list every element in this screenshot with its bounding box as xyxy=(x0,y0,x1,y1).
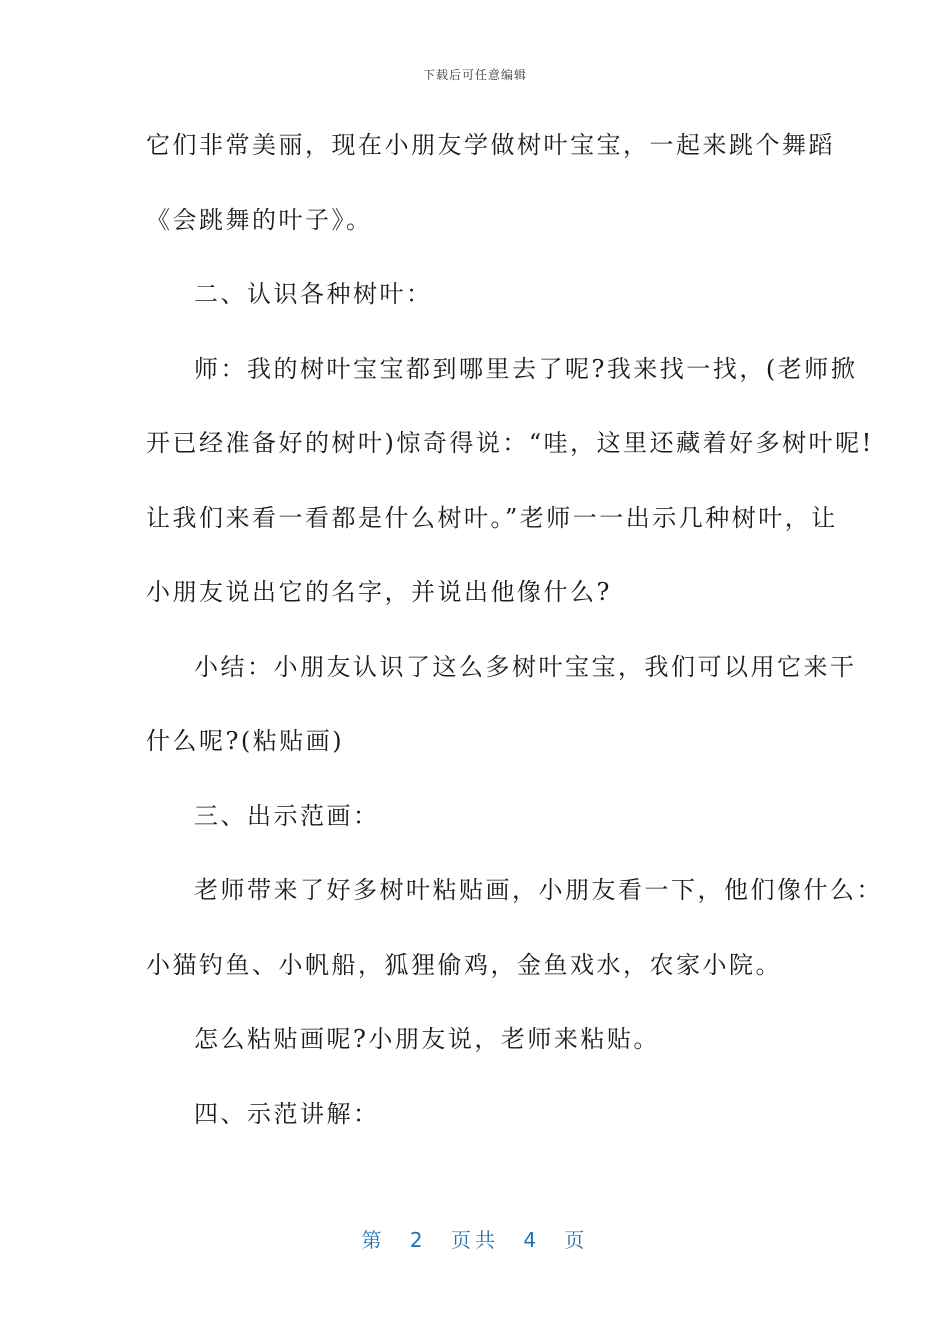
paragraph-line: 《会跳舞的叶子》。 xyxy=(146,205,373,234)
document-body xyxy=(146,117,883,1160)
paragraph-line: 小猫钓鱼、小帆船，狐狸偷鸡，金鱼戏水，农家小院。 xyxy=(146,950,782,979)
header-note: 下载后可任意编辑 xyxy=(422,68,527,82)
paragraph-line: 小朋友说出它的名字，并说出他像什么? xyxy=(146,578,612,606)
paragraph-line: 小结：小朋友认识了这么多树叶宝宝，我们可以用它来干 xyxy=(194,652,857,681)
section-heading: 二、认识各种树叶： xyxy=(194,280,433,308)
paragraph-line: 开已经准备好的树叶)惊奇得说：“哇，这里还藏着好多树叶呢! xyxy=(146,429,874,457)
paragraph-line: 它们非常美丽，现在小朋友学做树叶宝宝，一起来跳个舞蹈 xyxy=(146,131,835,159)
paragraph-line: 让我们来看一看都是什么树叶。”老师一一出示几种树叶，让 xyxy=(146,503,838,532)
paragraph-line: 怎么粘贴画呢?小朋友说，老师来粘贴。 xyxy=(194,1025,660,1053)
paragraph-line: 老师带来了好多树叶粘贴画，小朋友看一下，他们像什么： xyxy=(194,876,883,904)
section-heading: 四、示范讲解： xyxy=(194,1099,380,1128)
page-number-footer: 第 2 页共 4 页 xyxy=(361,1228,589,1252)
paragraph-line: 什么呢?(粘贴画) xyxy=(146,727,345,755)
section-heading: 三、出示范画： xyxy=(194,801,380,830)
paragraph-line: 师：我的树叶宝宝都到哪里去了呢?我来找一找，(老师掀 xyxy=(194,354,858,383)
